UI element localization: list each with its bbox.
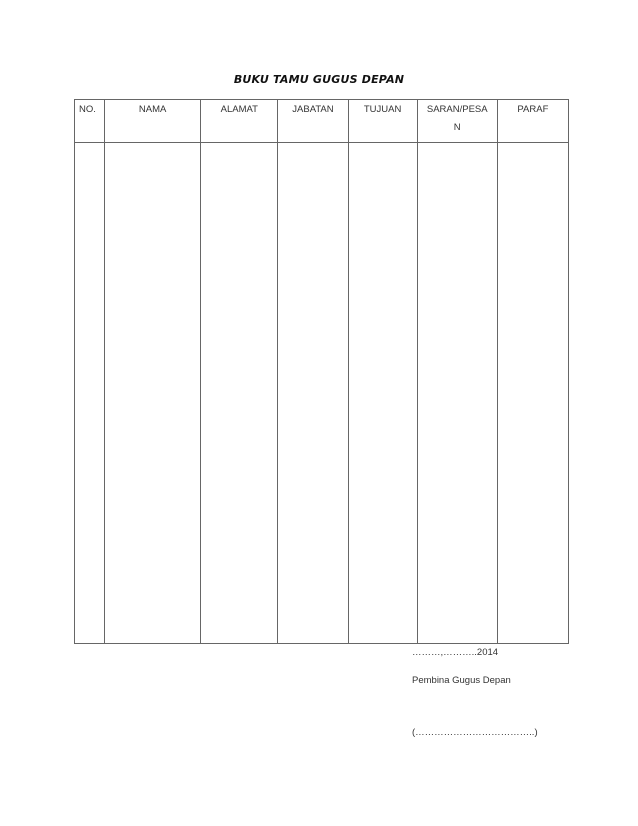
column-header-tujuan: TUJUAN — [348, 100, 417, 143]
cell-no[interactable] — [75, 143, 105, 644]
column-header-nama: NAMA — [105, 100, 201, 143]
cell-tujuan[interactable] — [348, 143, 417, 644]
column-header-saran-line1: SARAN/PESA — [426, 104, 488, 115]
column-header-jabatan: JABATAN — [278, 100, 348, 143]
signature-date-line: ………,………..2014 — [412, 647, 499, 658]
guest-book-table — [74, 99, 569, 644]
cell-alamat[interactable] — [201, 143, 278, 644]
signature-role: Pembina Gugus Depan — [412, 675, 511, 686]
table-header-row — [75, 100, 569, 143]
document-title: BUKU TAMU GUGUS DEPAN — [233, 73, 405, 86]
column-header-saran-line2: N — [453, 122, 461, 133]
column-header-paraf: PARAF — [497, 100, 568, 143]
signature-name-placeholder: (………………………………..) — [412, 727, 538, 738]
cell-saran-pesan[interactable] — [417, 143, 497, 644]
column-header-alamat: ALAMAT — [201, 100, 278, 143]
table-row — [75, 143, 569, 644]
cell-jabatan[interactable] — [278, 143, 348, 644]
cell-nama[interactable] — [105, 143, 201, 644]
column-header-no: NO. — [75, 100, 105, 143]
cell-paraf[interactable] — [497, 143, 568, 644]
column-header-saran-pesan — [417, 100, 497, 143]
